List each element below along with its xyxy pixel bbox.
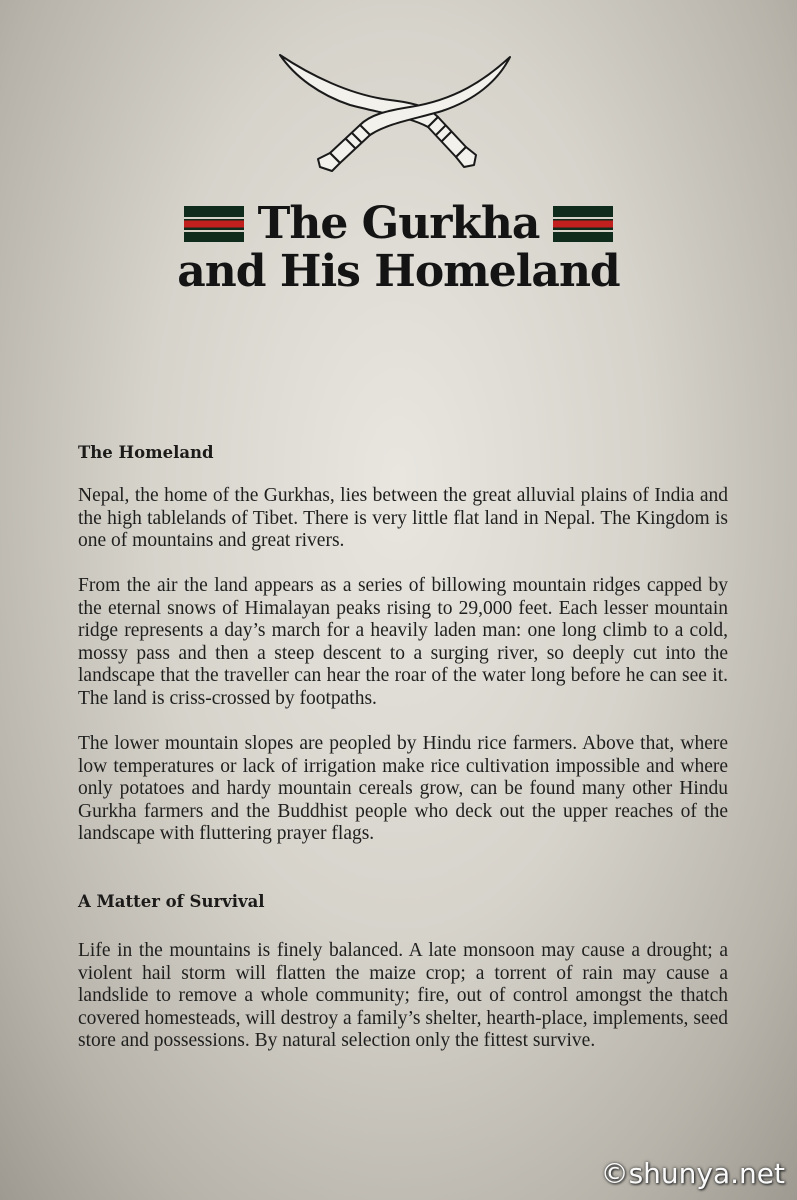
title-line-1 [0, 200, 797, 248]
homeland-paragraph-2-wrap [78, 575, 728, 710]
survival-paragraph-1: Life in the mountains is finely balanced. A late monsoon may cause a drought; a violent hail storm will flatten the maize crop; a torrent of rain may cause a landslide to remove a whole community; fire, out of control amongst the thatch covered homesteads, will destroy a family’s shelter, hearth-place, implements, seed store and possessions. By natural selection only the fittest survive. [78, 940, 728, 1051]
survival-paragraph-wrap [78, 940, 728, 1053]
title-block [0, 200, 797, 296]
gurkha-flag-icon [553, 206, 613, 242]
title-line-2: and His Homeland [177, 246, 620, 297]
homeland-paragraph-2: From the air the land appears as a series of billowing mountain ridges capped by the eternal snows of Himalayan peaks rising to 29,000 feet. Each lesser mountain ridge represents a day’s march for a heavily laden man: one long climb to a cold, mossy pass and then a steep descent to a surging river, so deeply cut into the landscape that the traveller can hear the roar of the water long before he can see it. The land is criss-crossed by footpaths. [78, 575, 728, 709]
watermark: ©shunya.net [600, 1157, 785, 1190]
homeland-heading-wrap [78, 443, 728, 462]
section-heading-survival: A Matter of Survival [78, 892, 265, 911]
title-text-1: The Gurkha [257, 198, 540, 249]
section-heading-homeland: The Homeland [78, 443, 214, 462]
homeland-paragraph-1-wrap [78, 485, 728, 553]
homeland-paragraph-1: Nepal, the home of the Gurkhas, lies between the great alluvial plains of India and the high tablelands of Tibet. There is very little flat land in Nepal. The Kingdom is one of mountains and great rivers. [78, 485, 728, 551]
crossed-kukri-icon [270, 45, 520, 185]
survival-heading-wrap [78, 892, 728, 911]
homeland-paragraph-3: The lower mountain slopes are peopled by Hindu rice farmers. Above that, where low temperatures or lack of irrigation make rice cultivation impossible and where only potatoes and hardy mountain cereals grow, can be found many other Hindu Gurkha farmers and the Buddhist people who deck out the upper reaches of the landscape with fluttering prayer flags. [78, 733, 728, 844]
homeland-paragraph-3-wrap [78, 733, 728, 846]
gurkha-flag-icon [184, 206, 244, 242]
